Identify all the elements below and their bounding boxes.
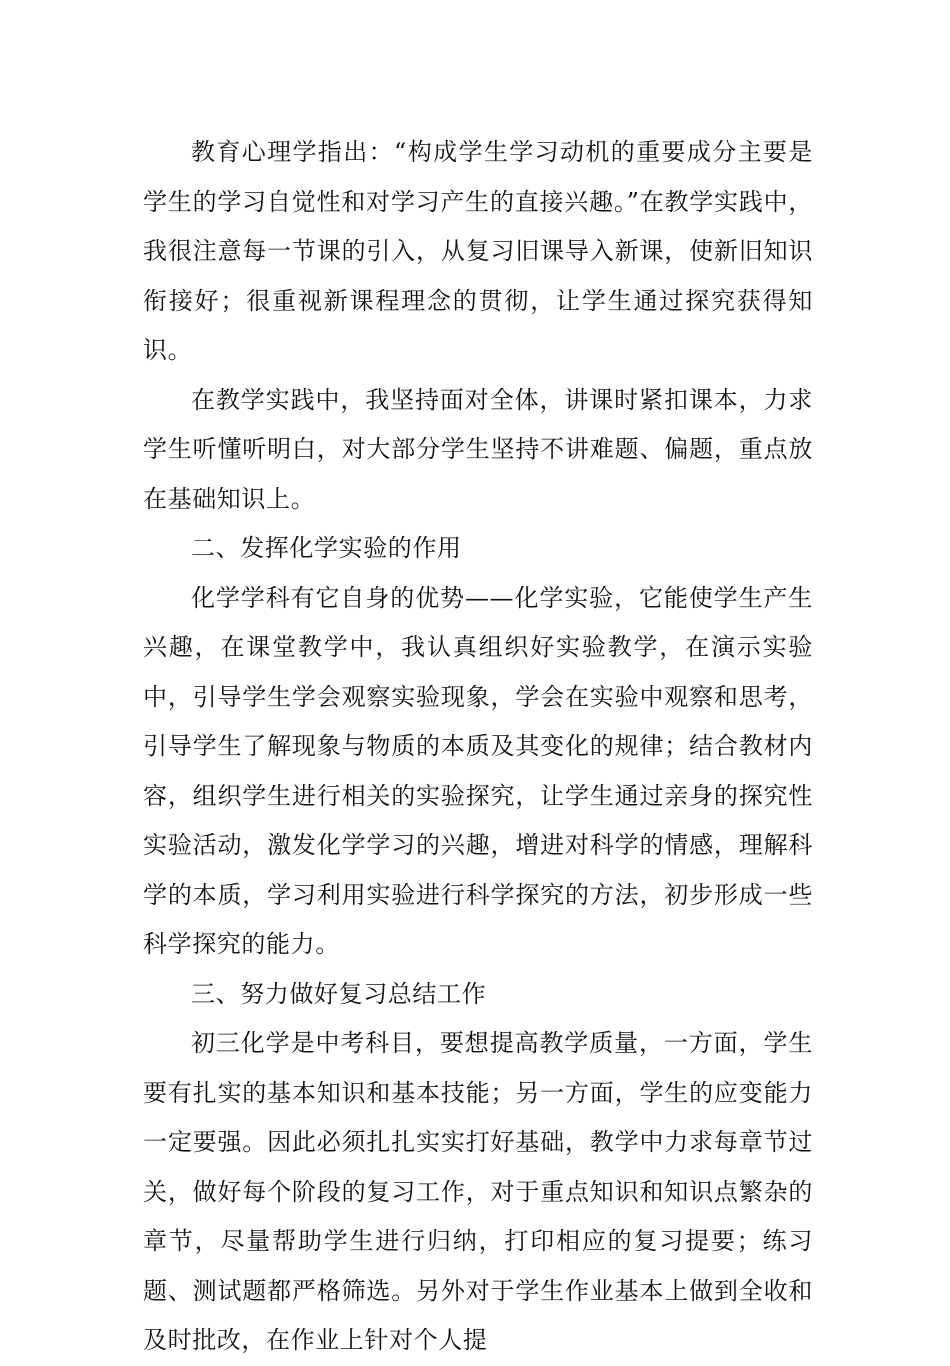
paragraph-experiments: 化学学科有它自身的优势——化学实验，它能使学生产生兴趣，在课堂教学中，我认真组织好实验教学，在演示实验中，引导学生学会观察实验现象，学会在实验中观察和思考，引导学生了解现象与物质的本质及其变化的规律；结合教材内容，组织学生进行相关的实验探究，让学生通过亲身的探究性实验活动，激发化学学习的兴趣，增进对科学的情感，理解科学的本质，学习利用实验进行科学探究的方法，初步形成一些科学探究的能力。 <box>143 583 813 958</box>
section-heading-experiments: 二、发挥化学实验的作用 <box>191 534 462 562</box>
document-body <box>143 128 813 1366</box>
paragraph-review: 初三化学是中考科目，要想提高教学质量，一方面，学生要有扎实的基本知识和基本技能；另一方面，学生的应变能力一定要强。因此必须扎扎实实打好基础，教学中力求每章节过关，做好每个阶段的复习工作，对于重点知识和知识点繁杂的章节，尽量帮助学生进行归纳，打印相应的复习提要；练习题、测试题都严格筛选。另外对于学生作业基本上做到全收和及时批改，在作业上针对个人提 <box>143 1029 813 1354</box>
section-heading-review: 三、努力做好复习总结工作 <box>191 979 487 1008</box>
paragraph-whole-class: 在教学实践中，我坚持面对全体，讲课时紧扣课本，力求学生听懂听明白，对大部分学生坚持不讲难题、偏题，重点放在基础知识上。 <box>143 385 813 513</box>
paragraph-motivation: 教育心理学指出：“构成学生学习动机的重要成分主要是学生的学习自觉性和对学习产生的直接兴趣。”在教学实践中，我很注意每一节课的引入，从复习旧课导入新课，使新旧知识衔接好；很重视新课程理念的贯彻，让学生通过探究获得知识。 <box>143 138 813 364</box>
